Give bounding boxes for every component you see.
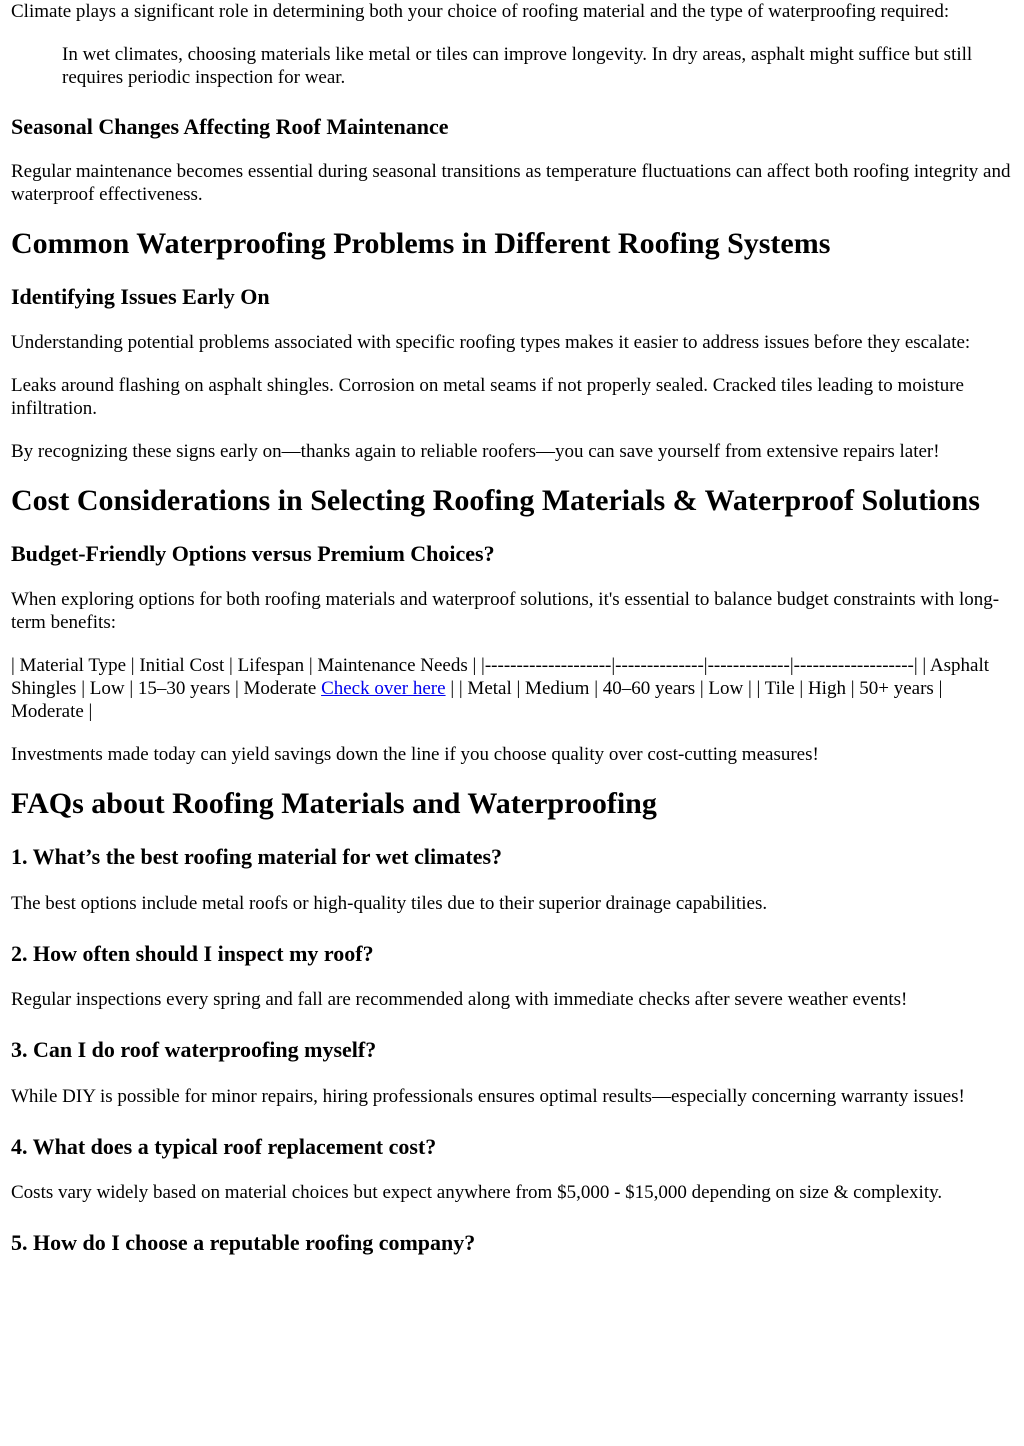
problems-paragraph-3: By recognizing these signs early on—thanks again to reliable roofers—you can save yourself from extensive repairs later!	[11, 441, 940, 462]
problems-subheading: Identifying Issues Early On	[11, 284, 270, 309]
faq-question-4: 4. What does a typical roof replacement cost?	[11, 1134, 437, 1159]
problems-paragraph-2: Leaks around flashing on asphalt shingles. Corrosion on metal seams if not properly sealed. Cracked tiles leading to moisture infiltration.	[11, 375, 964, 419]
faq-question-3: 3. Can I do roof waterproofing myself?	[11, 1037, 377, 1062]
cost-table-text-before: | Material Type | Initial Cost | Lifespan | Maintenance Needs | |--------------------|--------------|-------------|-------------------| | Asphalt Shingles | Low | 15–30 years | Moderate	[11, 655, 990, 699]
check-over-here-link[interactable]: Check over here	[321, 678, 446, 699]
faq-answer-1: The best options include metal roofs or high-quality tiles due to their superior drainage capabilities.	[11, 893, 768, 914]
cost-subheading: Budget-Friendly Options versus Premium Choices?	[11, 541, 495, 566]
faq-answer-2: Regular inspections every spring and fall are recommended along with immediate checks after severe weather events!	[11, 989, 908, 1010]
cost-paragraph: When exploring options for both roofing materials and waterproof solutions, it's essential to balance budget constraints with long-term benefits:	[11, 589, 1000, 633]
faq-question-5: 5. How do I choose a reputable roofing company?	[11, 1230, 476, 1255]
faq-heading: FAQs about Roofing Materials and Waterproofing	[11, 787, 657, 820]
cost-heading: Cost Considerations in Selecting Roofing Materials & Waterproof Solutions	[11, 484, 980, 517]
problems-paragraph-1: Understanding potential problems associated with specific roofing types makes it easier to address issues before they escalate:	[11, 332, 971, 353]
faq-question-1: 1. What’s the best roofing material for wet climates?	[11, 844, 503, 869]
faq-answer-3: While DIY is possible for minor repairs, hiring professionals ensures optimal results—especially concerning warranty issues!	[11, 1086, 965, 1107]
cost-table-text-after: | | Metal | Medium | 40–60 years | Low | | Tile | High | 50+ years | Moderate |	[11, 678, 943, 722]
faq-answer-4: Costs vary widely based on material choices but expect anywhere from $5,000 - $15,000 depending on size & complexity.	[11, 1182, 943, 1203]
seasonal-paragraph: Regular maintenance becomes essential during seasonal transitions as temperature fluctuations can affect both roofing integrity and waterproof effectiveness.	[11, 161, 1011, 205]
seasonal-heading: Seasonal Changes Affecting Roof Maintenance	[11, 114, 449, 139]
faq-question-2: 2. How often should I inspect my roof?	[11, 941, 374, 966]
cost-table-text	[11, 654, 1012, 723]
problems-heading: Common Waterproofing Problems in Different Roofing Systems	[11, 227, 831, 260]
intro-quote: In wet climates, choosing materials like metal or tiles can improve longevity. In dry areas, asphalt might suffice but still requires periodic inspection for wear.	[62, 44, 973, 88]
intro-paragraph: Climate plays a significant role in determining both your choice of roofing material and the type of waterproofing required:	[11, 1, 950, 22]
cost-closing: Investments made today can yield savings down the line if you choose quality over cost-cutting measures!	[11, 744, 819, 765]
